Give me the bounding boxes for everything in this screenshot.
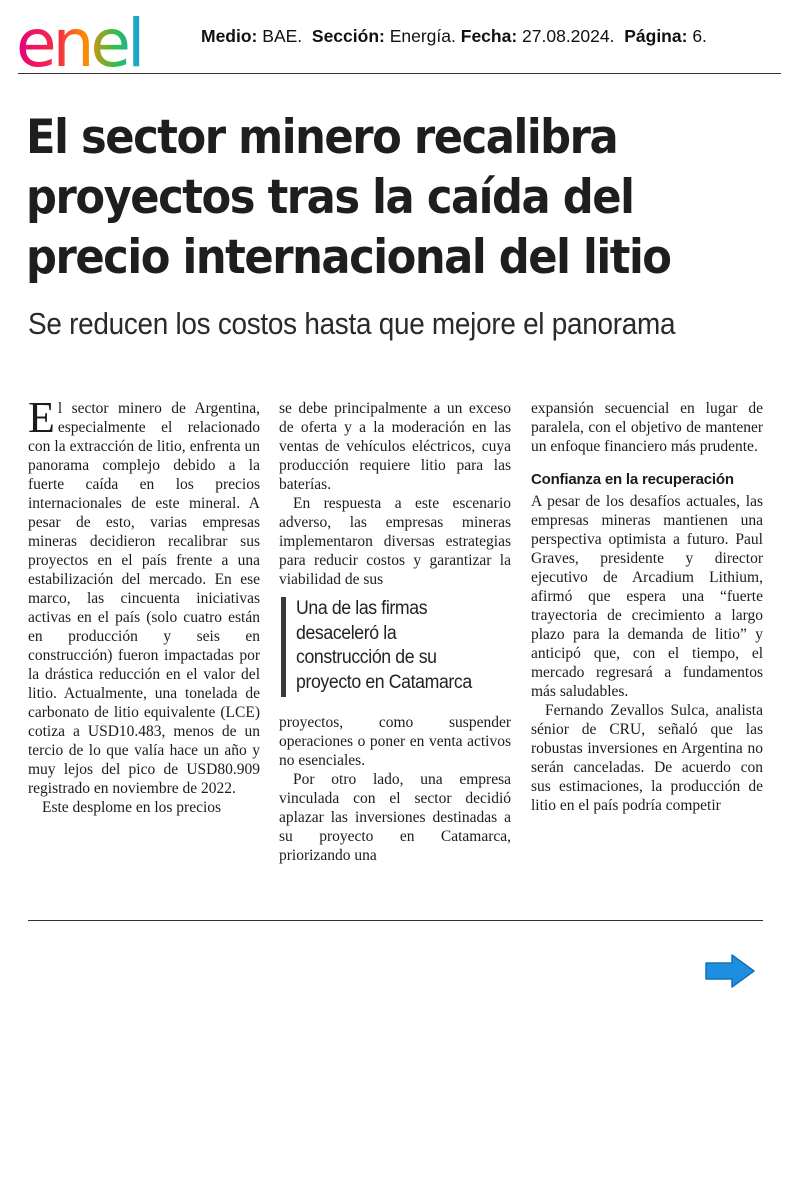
paragraph-text: l sector minero de Argentina, especialmente el relacionado con la extracción de litio, enfrenta un panorama complejo debido a la fuerte caída en los precios internacionales de este mineral. A pesar de esto, varias empresas mineras decidieron recalibrar sus proyectos en el país frente a una estabilización del mercado. En ese marco, las cincuenta iniciativas activas en el país (solo cuatro están en producción y seis en construcción) fueron impactadas por la drástica reducción en el valor del litio. Actualmente, una tonelada de carbonato de litio equivalente (LCE) cotiza a USD10.483, menos de un tercio de lo que valía hace un año y muy lejos del pico de USD80.909 registrado en noviembre de 2022. bbox=[28, 400, 260, 797]
article-column-1 bbox=[28, 393, 260, 817]
svg-text:enel: enel bbox=[16, 8, 142, 72]
paragraph: A pesar de los desafíos actuales, las empresas mineras mantienen una perspectiva optimista a futuro. Paul Graves, presidente y director ejecutivo de Arcadium Lithium, afirmó que espera una “fuerte trayectoria de crecimiento a largo plazo para la demanda de litio” y anticipó que, con el tiempo, el mercado regresará a fundamentos más saludables. bbox=[531, 493, 763, 700]
paragraph: expansión secuencial en lugar de paralela, con el objetivo de mantener un enfoque financiero más prudente. bbox=[531, 400, 763, 455]
pull-quote-line: Una de las firmas bbox=[296, 598, 428, 619]
arrow-right-icon[interactable] bbox=[704, 953, 756, 989]
drop-cap: E bbox=[28, 393, 55, 442]
paragraph: proyectos, como suspender operaciones o poner en venta activos no esenciales. bbox=[279, 714, 511, 769]
paragraph bbox=[28, 393, 260, 798]
headline-line-2: proyectos tras la caída del bbox=[26, 170, 634, 225]
paragraph: En respuesta a este escenario adverso, las empresas mineras implementaron diversas estrategias para reducir costos y garantizar la viabilidad de sus bbox=[279, 495, 511, 588]
pull-quote bbox=[281, 597, 507, 697]
fecha-label: Fecha: bbox=[460, 26, 518, 46]
headline-line-3: precio internacional del litio bbox=[26, 230, 671, 285]
pagina-label: Página: bbox=[624, 26, 688, 46]
pull-quote-line: proyecto en Catamarca bbox=[296, 671, 472, 693]
headline-line-1: El sector minero recalibra bbox=[26, 110, 618, 165]
pagina-value: 6. bbox=[692, 26, 707, 46]
pull-quote-line: construcción de su bbox=[296, 647, 437, 668]
seccion-label: Sección: bbox=[311, 26, 385, 46]
enel-logo bbox=[16, 8, 178, 72]
article-column-3 bbox=[531, 399, 763, 815]
article-subheadline: Se reducen los costos hasta que mejore el panorama bbox=[28, 306, 676, 341]
press-clipping-metadata bbox=[201, 26, 707, 47]
article-headline bbox=[26, 108, 716, 288]
footer-divider bbox=[28, 920, 763, 921]
header-divider bbox=[18, 73, 781, 74]
seccion-value: Energía. bbox=[389, 26, 456, 46]
pull-quote-line: desaceleró la bbox=[296, 622, 397, 644]
paragraph: Por otro lado, una empresa vinculada con el sector decidió aplazar las inversiones destinadas a su proyecto en Catamarca, priorizando una bbox=[279, 771, 511, 864]
paragraph: se debe principalmente a un exceso de oferta y a la moderación en las ventas de vehículos eléctricos, cuya producción requiere litio para las baterías. bbox=[279, 400, 511, 493]
section-subtitle: Confianza en la recuperación bbox=[531, 471, 734, 488]
medio-value: BAE. bbox=[262, 26, 303, 46]
paragraph: Fernando Zevallos Sulca, analista sénior de CRU, señaló que las robustas inversiones en Argentina no serán canceladas. De acuerdo con sus estimaciones, la producción de litio en el país podría competir bbox=[531, 702, 763, 814]
medio-label: Medio: bbox=[201, 26, 258, 46]
paragraph: Este desplome en los precios bbox=[42, 799, 222, 816]
fecha-value: 27.08.2024. bbox=[522, 26, 615, 46]
